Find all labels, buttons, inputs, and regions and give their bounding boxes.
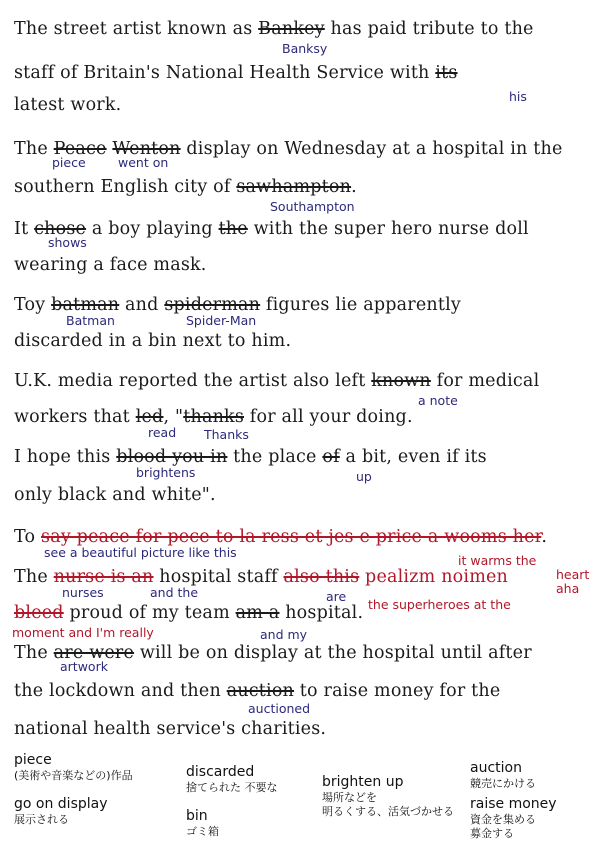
glossary-bin — [186, 808, 219, 839]
struck-word: am a — [235, 603, 280, 623]
glossary-go-on-display — [14, 796, 108, 827]
text-line-3 — [14, 94, 588, 116]
struck-word: the — [218, 219, 248, 239]
correction-and-the: and the — [150, 585, 199, 600]
struck-word: Bankey — [258, 19, 325, 39]
struck-word: its — [435, 63, 458, 83]
correction-up: up — [356, 469, 372, 484]
glossary-term: discarded — [186, 764, 255, 780]
correction-heart: heart — [556, 567, 590, 582]
struck-word: Peace — [53, 139, 107, 159]
text: hospital. — [279, 603, 364, 623]
text-line-5 — [14, 176, 588, 198]
struck-word: also this — [283, 567, 360, 587]
struck-word: spiderman — [164, 295, 261, 315]
correction-nurses: nurses — [62, 585, 104, 600]
glossary-translation: 場所などを — [322, 791, 377, 804]
text: with the super hero nurse doll — [247, 219, 529, 239]
correction-warms: it warms the — [458, 553, 537, 568]
text: wearing a face mask. — [14, 255, 207, 275]
correction-see-picture: see a beautiful picture like this — [44, 545, 237, 560]
glossary-raise-money — [470, 796, 557, 841]
text: for all your doing. — [244, 407, 413, 427]
struck-word: known — [371, 371, 431, 391]
text-line-18 — [14, 680, 588, 702]
text: I hope this — [14, 447, 117, 467]
vocabulary-glossary — [0, 752, 600, 860]
struck-word: blood you in — [116, 447, 228, 467]
text-line-9 — [14, 330, 588, 352]
text: only black and white". — [14, 485, 216, 505]
text: pealizm noimen — [359, 567, 509, 587]
glossary-discarded — [186, 764, 278, 795]
correction-piece: piece — [52, 155, 86, 170]
correction-banksy: Banksy — [282, 41, 328, 56]
glossary-term: go on display — [14, 796, 108, 812]
text: It — [14, 219, 35, 239]
text: has paid tribute to the — [324, 19, 534, 39]
correction-read: read — [148, 425, 177, 440]
text: a bit, even if its — [339, 447, 487, 467]
struck-word: auction — [226, 681, 295, 701]
text: to raise money for the — [294, 681, 501, 701]
text: staff of Britain's National Health Service with — [14, 63, 436, 83]
correction-southampton: Southampton — [270, 199, 355, 214]
text-line-7 — [14, 254, 588, 276]
struck-word: bleed — [14, 603, 64, 623]
text-line-6 — [14, 218, 588, 240]
text: . — [351, 177, 357, 197]
text: and — [119, 295, 165, 315]
glossary-translation: 資金を集める — [470, 813, 536, 826]
struck-phrase: say peace for pece to la ress et jes e price a wooms her — [41, 527, 542, 547]
glossary-translation: (美術や音楽などの)作品 — [14, 769, 133, 782]
text: . — [541, 527, 548, 547]
struck-word: are were — [53, 643, 135, 663]
correction-auctioned: auctioned — [248, 701, 311, 716]
text: The — [14, 567, 54, 587]
glossary-translation: 展示される — [14, 813, 69, 826]
text-line-10 — [14, 370, 588, 392]
correction-and-my: and my — [260, 627, 308, 642]
correction-artwork: artwork — [60, 659, 108, 674]
text: , " — [163, 407, 184, 427]
text: workers that — [14, 407, 136, 427]
struck-word: chose — [34, 219, 87, 239]
glossary-translation: 捨てられた 不要な — [186, 781, 278, 794]
glossary-term: piece — [14, 752, 52, 768]
correction-batman: Batman — [66, 313, 115, 328]
text: national health service's charities. — [14, 719, 327, 739]
text-line-12 — [14, 446, 588, 468]
text: The — [14, 643, 54, 663]
glossary-translation: ゴミ箱 — [186, 825, 219, 838]
correction-aha: aha — [556, 581, 580, 596]
struck-word: of — [322, 447, 340, 467]
text-line-13 — [14, 484, 588, 506]
text-line-1 — [14, 18, 588, 40]
correction-the-superheroes: the superheroes at the — [368, 597, 511, 612]
text: To — [14, 527, 42, 547]
glossary-auction — [470, 760, 536, 791]
glossary-translation: 明るくする、活気づかせる — [322, 805, 454, 818]
correction-thanks: Thanks — [204, 427, 249, 442]
text: southern English city of — [14, 177, 237, 197]
glossary-term: brighten up — [322, 774, 404, 790]
glossary-translation: 競売にかける — [470, 777, 536, 790]
struck-word: sawhampton — [236, 177, 352, 197]
text: the place — [227, 447, 323, 467]
text-line-11 — [14, 406, 588, 428]
correction-a-note: a note — [418, 393, 458, 408]
correction-brightens: brightens — [136, 465, 196, 480]
correction-shows: shows — [48, 235, 87, 250]
text: display on Wednesday at a hospital in the — [180, 139, 563, 159]
correction-his: his — [509, 89, 527, 104]
text-line-4 — [14, 138, 588, 160]
text: The street artist known as — [14, 19, 259, 39]
glossary-term: bin — [186, 808, 208, 824]
correction-went-on: went on — [118, 155, 169, 170]
struck-word: nurse is an — [53, 567, 154, 587]
text: the lockdown and then — [14, 681, 227, 701]
glossary-term: auction — [470, 760, 522, 776]
text-line-19 — [14, 718, 588, 740]
struck-word: Wenton — [112, 139, 181, 159]
struck-word: batman — [51, 295, 120, 315]
glossary-translation: 募金する — [470, 827, 514, 840]
text: The — [14, 139, 54, 159]
correction-spider-man: Spider-Man — [186, 313, 257, 328]
text: Toy — [14, 295, 52, 315]
text: hospital staff — [153, 567, 284, 587]
text: U.K. media reported the artist also left — [14, 371, 372, 391]
glossary-brighten-up — [322, 774, 454, 819]
correction-moment: moment and I'm really — [12, 625, 154, 640]
text: will be on display at the hospital until after — [134, 643, 532, 663]
text-line-2 — [14, 62, 588, 84]
text: proud of my team — [63, 603, 236, 623]
struck-word: led — [135, 407, 164, 427]
text: discarded in a bin next to him. — [14, 331, 292, 351]
text: latest work. — [14, 95, 122, 115]
glossary-piece — [14, 752, 133, 783]
glossary-term: raise money — [470, 796, 557, 812]
struck-word: thanks — [183, 407, 245, 427]
correction-are: are — [326, 589, 347, 604]
text: a boy playing — [86, 219, 219, 239]
text: figures lie apparently — [260, 295, 462, 315]
text: for medical — [430, 371, 540, 391]
